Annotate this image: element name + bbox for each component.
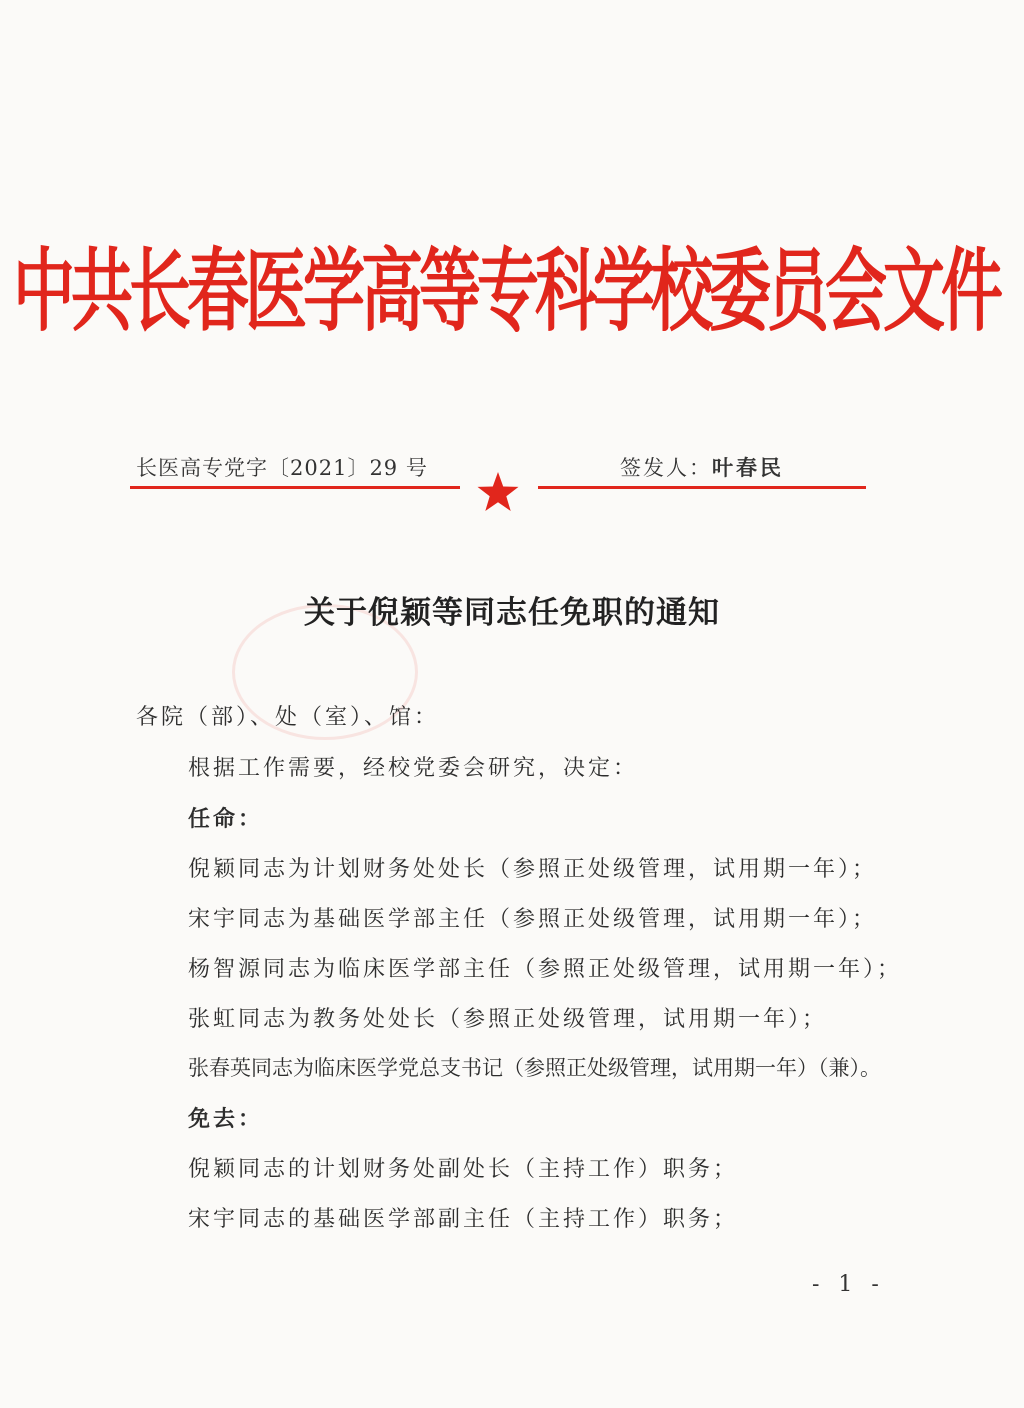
issuer — [620, 452, 784, 482]
intro-paragraph: 根据工作需要，经校党委会研究，决定： — [188, 756, 639, 781]
dismissal-item: 倪颖同志的计划财务处副处长（主持工作）职务； — [188, 1157, 739, 1182]
appointment-item: 张春英同志为临床医学党总支书记（参照正处级管理，试用期一年）（兼）。 — [188, 1056, 881, 1080]
page-number: - 1 - — [812, 1272, 885, 1297]
salutation: 各院（部）、处（室）、馆： — [136, 705, 440, 730]
document-number: 长医高专党字〔2021〕29 号 — [136, 456, 428, 480]
appointment-item: 张虹同志为教务处处长（参照正处级管理，试用期一年）； — [188, 1007, 828, 1032]
appoint-heading: 任命： — [188, 807, 264, 832]
appointment-item: 杨智源同志为临床医学部主任（参照正处级管理，试用期一年）； — [188, 957, 903, 982]
red-rule-right — [538, 486, 866, 489]
dismissal-item: 宋宇同志的基础医学部副主任（主持工作）职务； — [188, 1207, 739, 1232]
red-rule-left — [130, 486, 460, 489]
red-star-icon — [476, 470, 520, 514]
issuer-name: 叶春民 — [712, 456, 784, 480]
appointment-item: 宋宇同志为基础医学部主任（参照正处级管理，试用期一年）； — [188, 907, 878, 932]
dismiss-heading: 免去： — [188, 1107, 264, 1132]
notice-title: 关于倪颖等同志任免职的通知 — [304, 595, 720, 631]
issuer-label: 签发人： — [620, 456, 712, 480]
red-header — [13, 218, 1000, 348]
appointment-item: 倪颖同志为计划财务处处长（参照正处级管理，试用期一年）； — [188, 857, 878, 882]
red-header-title: 中共长春医学高等专科学校委员会文件 — [13, 237, 1000, 344]
